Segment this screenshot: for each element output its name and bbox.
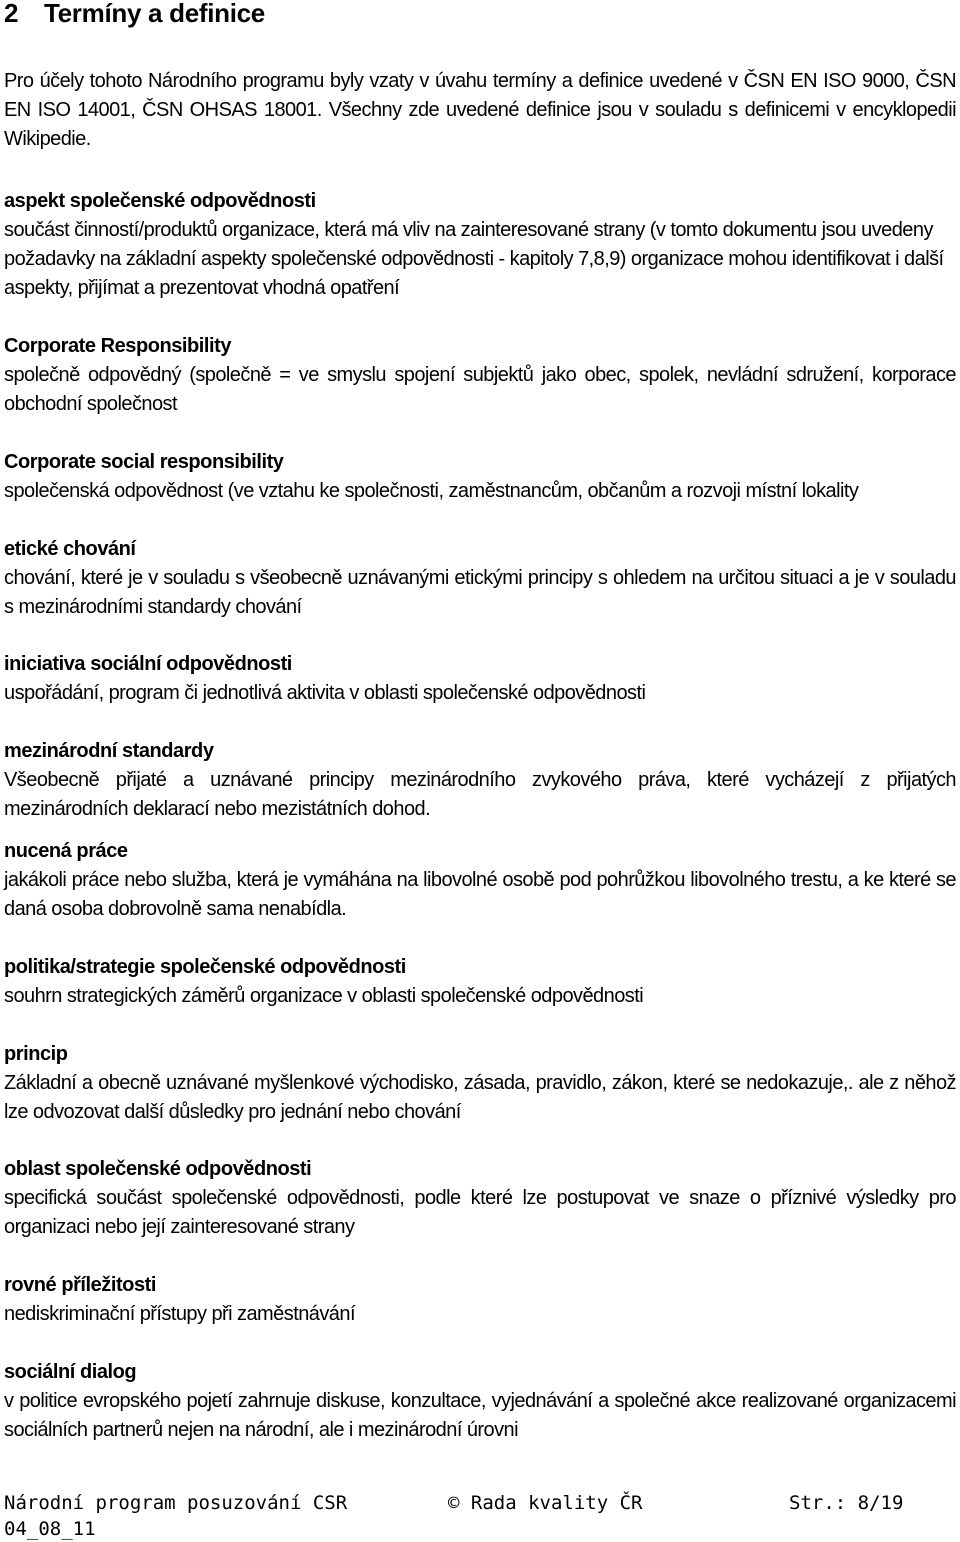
intro-paragraph: Pro účely tohoto Národního programu byly vzaty v úvahu termíny a definice uvedené v ČSN EN ISO 9000, ČSN EN ISO 14001, ČSN OHSAS 18001. Všechny zde uvedené definice jsou v souladu s definicemi v encyklopedii Wikipedie.: [4, 70, 956, 150]
definition-text: souhrn strategických záměrů organizace v oblasti společenské odpovědnosti: [4, 985, 644, 1007]
footer-program: Národní program posuzování CSR: [4, 1492, 348, 1514]
definition-text: Základní a obecně uznávané myšlenkové východisko, zásada, pravidlo, zákon, které se nedokazuje,. ale z něhož lze odvozovat další důsledky pro jednání nebo chování: [4, 1072, 956, 1123]
definition-term: Corporate Responsibility: [4, 335, 232, 357]
section-heading: [4, 0, 265, 29]
definition-term: oblast společenské odpovědnosti: [4, 1158, 312, 1180]
section-number: 2: [4, 0, 19, 28]
definition-term: sociální dialog: [4, 1361, 137, 1383]
definition-text: v politice evropského pojetí zahrnuje diskuse, konzultace, vyjednávání a společné akce realizované organizacemi sociálních partnerů nejen na národní, ale i mezinárodní úrovni: [4, 1390, 956, 1441]
footer-page-number: Str.: 8/19: [789, 1492, 904, 1514]
footer-code: 04_08_11: [4, 1518, 96, 1540]
footer-council-name: Rada kvality ČR: [470, 1492, 643, 1514]
footer-council: [448, 1490, 643, 1516]
definition-text: jakákoli práce nebo služba, která je vymáhána na libovolné osobě pod pohrůžkou libovolného trestu, a ke které se daná osoba dobrovolně sama nenabídla.: [4, 869, 956, 920]
definition-text: uspořádání, program či jednotlivá aktivita v oblasti společenské odpovědnosti: [4, 682, 646, 704]
definition-term: etické chování: [4, 538, 136, 560]
definition-text: nediskriminační přístupy při zaměstnávání: [4, 1303, 355, 1325]
definition-term: Corporate social responsibility: [4, 451, 284, 473]
definition-text: chování, které je v souladu s všeobecně uznávanými etickými principy s ohledem na určitou situaci a je v souladu s mezinárodními standardy chování: [4, 567, 956, 618]
definition-term: politika/strategie společenské odpovědnosti: [4, 956, 406, 978]
definition-term: iniciativa sociální odpovědnosti: [4, 653, 292, 675]
definition-term: aspekt společenské odpovědnosti: [4, 190, 316, 212]
definition-text: Všeobecně přijaté a uznávané principy mezinárodního zvykového práva, které vycházejí z přijatých mezinárodních deklarací nebo mezistátních dohod.: [4, 769, 956, 820]
definition-text: specifická součást společenské odpovědnosti, podle které lze postupovat ve snaze o příznivé výsledky pro organizaci nebo její zainteresované strany: [4, 1187, 956, 1238]
section-title: Termíny a definice: [44, 0, 265, 28]
copyright-symbol: ©: [448, 1492, 460, 1514]
definition-text: společenská odpovědnost (ve vztahu ke společnosti, zaměstnancům, občanům a rozvoji místní lokality: [4, 480, 859, 502]
definition-term: nucená práce: [4, 840, 128, 862]
definition-term: princip: [4, 1043, 68, 1065]
definition-text: společně odpovědný (společně = ve smyslu spojení subjektů jako obec, spolek, nevládní sdružení, korporace obchodní společnost: [4, 364, 956, 415]
definition-term: mezinárodní standardy: [4, 740, 214, 762]
definition-term: rovné příležitosti: [4, 1274, 156, 1296]
definition-text: součást činností/produktů organizace, která má vliv na zainteresované strany (v tomto dokumentu jsou uvedeny požadavky na základní aspekty společenské odpovědnosti - kapitoly 7,8,9) organizace mohou identifikovat i další aspekty, přijímat a prezentovat vhodná opatření: [4, 219, 944, 299]
